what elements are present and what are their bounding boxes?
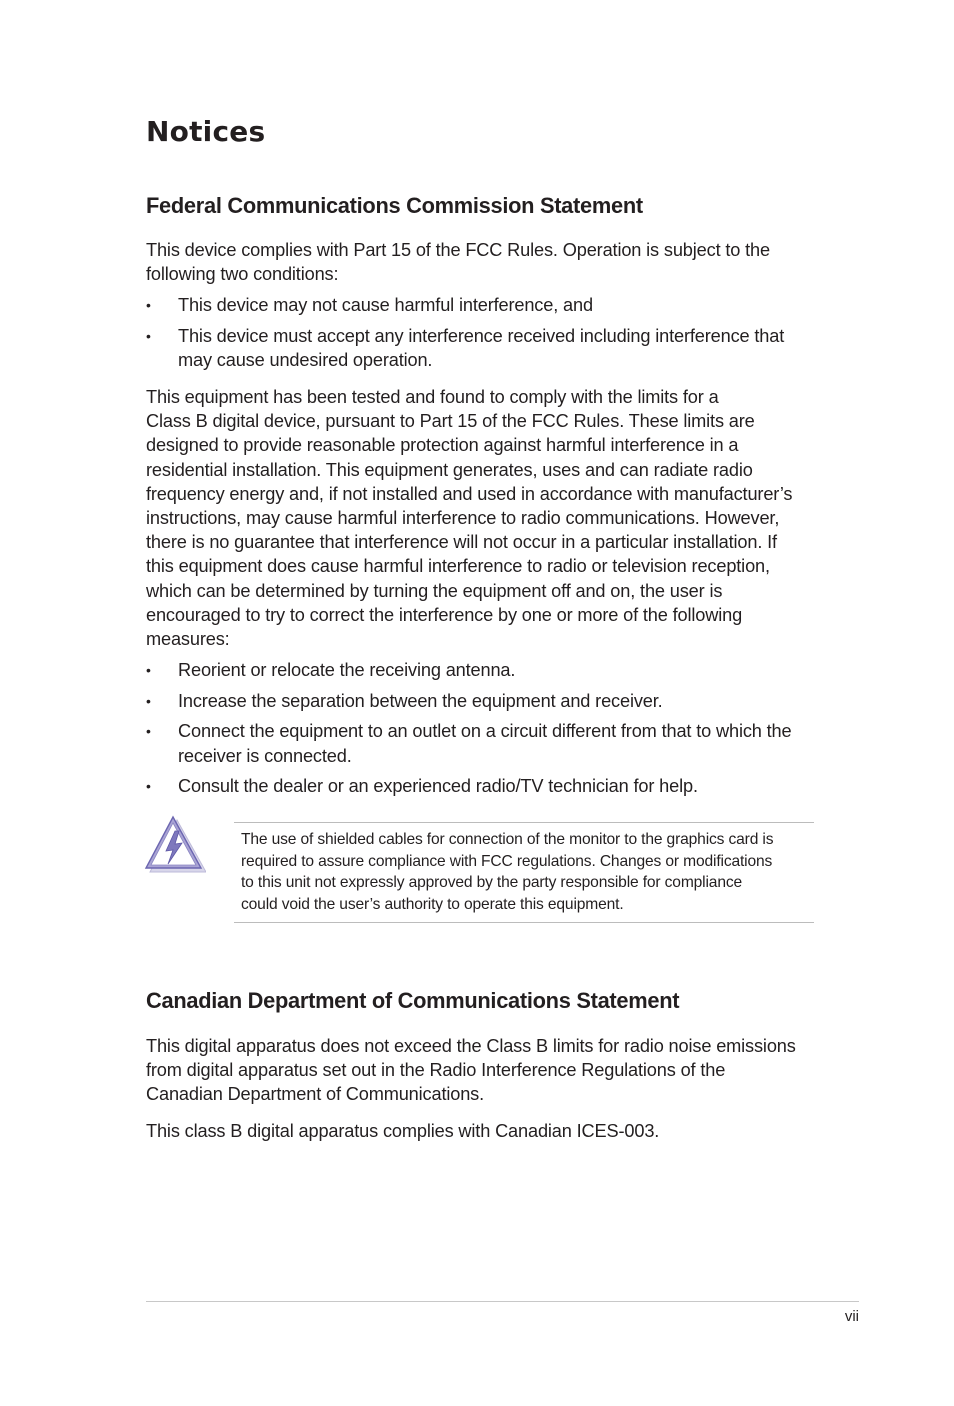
list-item-text: This device may not cause harmful interference, and xyxy=(178,295,593,315)
fcc-body-line: this equipment does cause harmful interference to radio or television reception, xyxy=(146,556,770,577)
warning-triangle-lightning-icon xyxy=(144,814,206,874)
note-line: The use of shielded cables for connection of the monitor to the graphics card is xyxy=(241,831,774,848)
canadian-line: from digital apparatus set out in the Radio Interference Regulations of the xyxy=(146,1060,726,1081)
note-line: required to assure compliance with FCC regulations. Changes or modifications xyxy=(241,852,773,870)
bullet-icon: • xyxy=(146,327,151,344)
fcc-body-line: encouraged to try to correct the interference by one or more of the following xyxy=(146,604,743,625)
canadian-line: This digital apparatus does not exceed the Class B limits for radio noise emissions xyxy=(146,1036,796,1056)
fcc-measures-list xyxy=(146,658,826,805)
canadian-line: This class B digital apparatus complies with Canadian ICES-003. xyxy=(146,1121,660,1141)
note-top-divider xyxy=(234,822,814,823)
list-item xyxy=(146,658,826,682)
fcc-body-line: residential installation. This equipment generates, uses and can radiate radio xyxy=(146,459,753,480)
fcc-body-line: Class B digital device, pursuant to Part 15 of the FCC Rules. These limits are xyxy=(146,411,755,432)
canadian-heading: Canadian Department of Communications Statement xyxy=(146,988,680,1013)
canadian-paragraph-2 xyxy=(146,1119,816,1143)
list-item-text: receiver is connected. xyxy=(178,745,352,766)
bullet-icon: • xyxy=(146,723,151,740)
list-item-text: This device must accept any interference received including interference that xyxy=(178,325,785,346)
list-item xyxy=(146,689,826,713)
fcc-intro-line: This device complies with Part 15 of the FCC Rules. Operation is subject to the xyxy=(146,240,770,260)
fcc-conditions-list xyxy=(146,293,826,379)
list-item-text: Reorient or relocate the receiving antenna. xyxy=(178,660,516,680)
fcc-intro xyxy=(146,238,816,286)
canadian-line: Canadian Department of Communications. xyxy=(146,1084,485,1105)
note-text xyxy=(241,829,816,916)
fcc-body-line: This equipment has been tested and found to comply with the limits for a xyxy=(146,387,719,407)
list-item xyxy=(146,719,826,767)
fcc-heading: Federal Communications Commission Statement xyxy=(146,193,643,218)
bullet-icon: • xyxy=(146,692,151,709)
note-line: to this unit not expressly approved by the party responsible for compliance xyxy=(241,874,743,892)
list-item xyxy=(146,293,826,317)
list-item-text: may cause undesired operation. xyxy=(178,349,433,370)
bullet-icon: • xyxy=(146,778,151,795)
fcc-intro-line: following two conditions: xyxy=(146,264,339,285)
bullet-icon: • xyxy=(146,297,151,313)
list-item xyxy=(146,774,826,798)
note-bottom-divider xyxy=(234,922,814,923)
fcc-body-line: which can be determined by turning the equipment off and on, the user is xyxy=(146,580,723,601)
fcc-body-line: frequency energy and, if not installed and used in accordance with manufacturer’s xyxy=(146,483,793,504)
canadian-paragraph-1 xyxy=(146,1034,816,1107)
fcc-body-line: measures: xyxy=(146,629,230,650)
page-number: vii xyxy=(844,1308,859,1325)
bullet-icon: • xyxy=(146,662,151,678)
fcc-body-line: instructions, may cause harmful interference to radio communications. However, xyxy=(146,508,780,529)
note-line: could void the user’s authority to operate this equipment. xyxy=(241,896,624,914)
fcc-body-line: there is no guarantee that interference will not occur in a particular installation. If xyxy=(146,532,777,553)
fcc-body xyxy=(146,385,816,651)
list-item-text: Increase the separation between the equipment and receiver. xyxy=(178,690,663,711)
footer-divider xyxy=(146,1301,859,1302)
list-item-text: Consult the dealer or an experienced radio/TV technician for help. xyxy=(178,776,698,797)
fcc-body-line: designed to provide reasonable protection against harmful interference in a xyxy=(146,435,739,456)
list-item-text: Connect the equipment to an outlet on a circuit different from that to which the xyxy=(178,721,792,742)
list-item xyxy=(146,324,826,372)
page-title: Notices xyxy=(146,115,266,148)
